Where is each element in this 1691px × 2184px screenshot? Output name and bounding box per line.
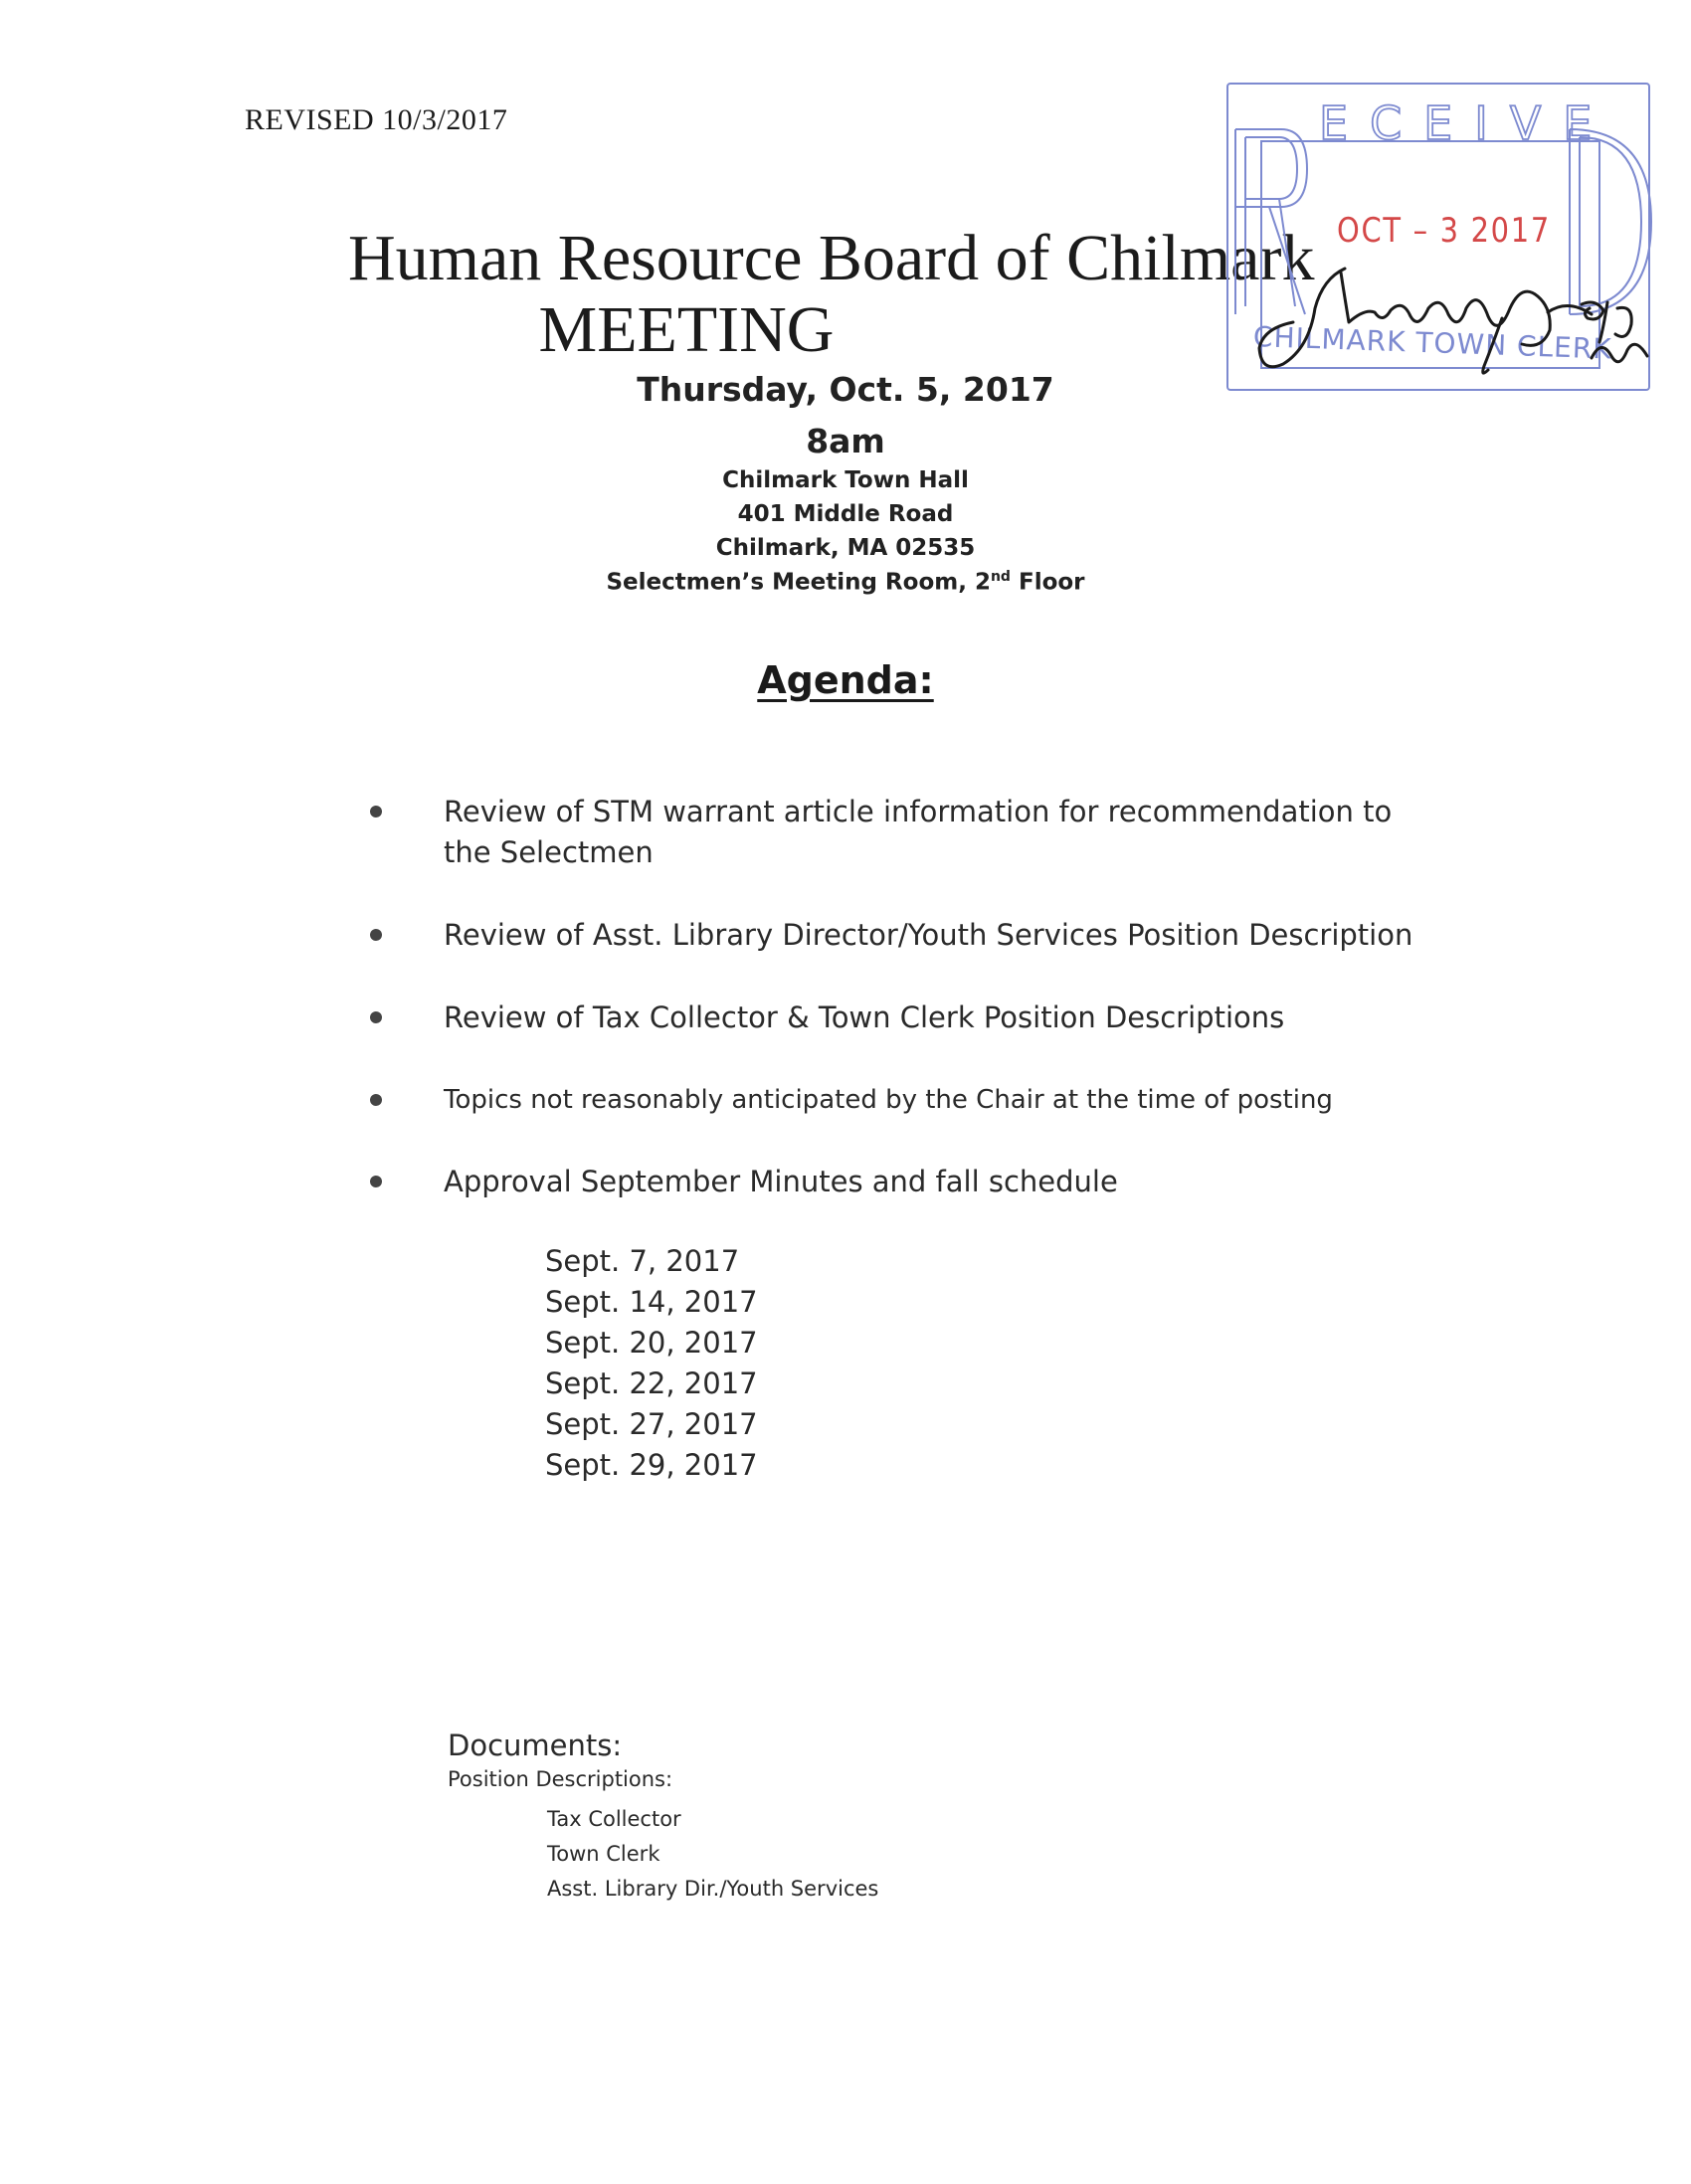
schedule-list (545, 1241, 758, 1486)
documents-list (547, 1802, 878, 1907)
stamp-clerk: CHILMARK TOWN CLERK (1252, 320, 1613, 366)
bullet-icon (370, 806, 382, 818)
bullet-icon (370, 929, 382, 941)
agenda-item (370, 998, 1424, 1080)
schedule-date: Sept. 14, 2017 (545, 1285, 758, 1319)
meeting-date: Thursday, Oct. 5, 2017 (637, 370, 1054, 409)
location-building: Chilmark Town Hall (722, 467, 969, 493)
location-street: 401 Middle Road (737, 501, 954, 527)
stamp-date: OCT – 3 2017 (1337, 211, 1551, 251)
board-title: Human Resource Board of Chilmark (348, 222, 1315, 294)
bullet-icon (370, 1094, 382, 1106)
location-room (497, 569, 1194, 596)
handwritten-signature (1253, 239, 1651, 388)
bullet-icon (370, 1011, 382, 1023)
agenda-item (370, 1162, 1424, 1221)
bullet-icon (370, 1176, 382, 1187)
meeting-title: MEETING (538, 293, 835, 366)
revised-notice: REVISED 10/3/2017 (245, 103, 508, 136)
agenda-item-text: Approval September Minutes and fall schedule (444, 1165, 1118, 1198)
agenda-item-text: Review of Tax Collector & Town Clerk Position Descriptions (444, 1001, 1285, 1034)
stamp-received-lettering: ECEIVE (1319, 96, 1614, 150)
position-descriptions-label: Position Descriptions: (448, 1767, 673, 1791)
location-room-sup: nd (990, 569, 1011, 585)
document-item: Tax Collector (547, 1807, 681, 1831)
agenda-item (370, 915, 1424, 998)
documents-heading: Documents: (448, 1729, 623, 1762)
location-city: Chilmark, MA 02535 (715, 535, 976, 561)
agenda-item (370, 792, 1424, 915)
agenda-list (370, 792, 1424, 1221)
schedule-date: Sept. 20, 2017 (545, 1326, 758, 1360)
document-item: Asst. Library Dir./Youth Services (547, 1877, 879, 1901)
location-room-tail: Floor (1010, 569, 1085, 596)
schedule-date: Sept. 22, 2017 (545, 1366, 758, 1400)
document-item: Town Clerk (547, 1842, 660, 1866)
meeting-time: 8am (806, 422, 885, 460)
schedule-date: Sept. 27, 2017 (545, 1407, 758, 1441)
schedule-date: Sept. 7, 2017 (545, 1244, 740, 1278)
agenda-item (370, 1080, 1424, 1162)
location-room-main: Selectmen’s Meeting Room, 2 (606, 569, 991, 596)
agenda-heading: Agenda: (757, 658, 934, 702)
agenda-item-text: Review of STM warrant article information for recommendation to the Selectmen (444, 795, 1393, 869)
agenda-item-text: Topics not reasonably anticipated by the Chair at the time of posting (444, 1085, 1333, 1115)
agenda-item-text: Review of Asst. Library Director/Youth Services Position Description (444, 918, 1413, 952)
schedule-date: Sept. 29, 2017 (545, 1448, 758, 1482)
